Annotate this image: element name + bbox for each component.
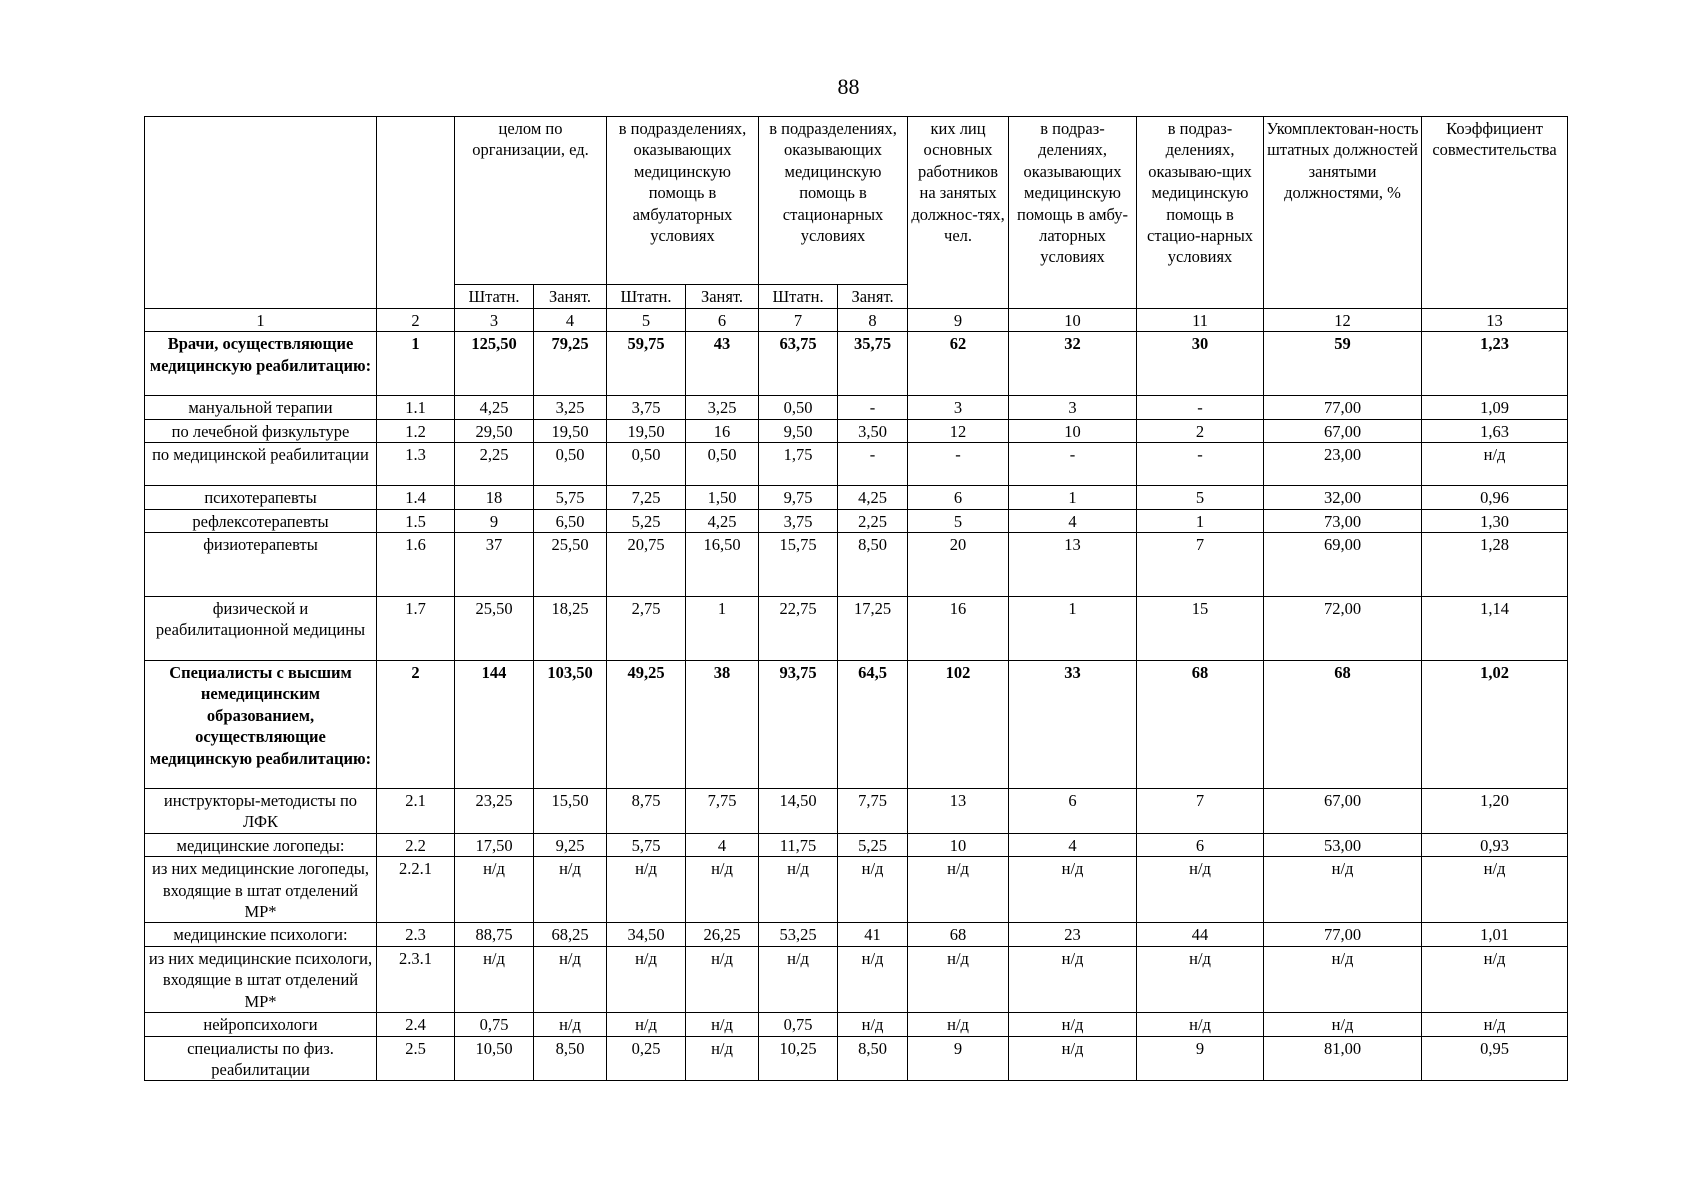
data-cell: 15 (1137, 597, 1264, 661)
row-code-cell: 1.4 (377, 486, 455, 509)
data-cell: 53,25 (759, 923, 838, 946)
data-cell: 44 (1137, 923, 1264, 946)
data-cell: - (838, 396, 908, 419)
data-cell: 5 (908, 509, 1009, 532)
data-cell: 10 (1009, 419, 1137, 442)
table-header-row (145, 117, 1568, 285)
data-cell: 19,50 (607, 419, 686, 442)
column-number: 2 (377, 309, 455, 332)
data-cell: 3,25 (534, 396, 607, 419)
data-cell: 9,25 (534, 833, 607, 856)
data-cell: 25,50 (534, 533, 607, 597)
data-cell: н/д (686, 1036, 759, 1081)
data-cell: 0,96 (1422, 486, 1568, 509)
data-cell: 53,00 (1264, 833, 1422, 856)
data-cell: 11,75 (759, 833, 838, 856)
data-cell: 0,50 (759, 396, 838, 419)
data-cell: 67,00 (1264, 419, 1422, 442)
data-cell: 0,75 (455, 1013, 534, 1036)
data-cell: 14,50 (759, 789, 838, 834)
data-cell: н/д (759, 946, 838, 1012)
data-cell: н/д (534, 857, 607, 923)
column-number: 1 (145, 309, 377, 332)
data-cell: 16 (686, 419, 759, 442)
data-cell: 23 (1009, 923, 1137, 946)
table-row (145, 1013, 1568, 1036)
column-number: 11 (1137, 309, 1264, 332)
data-cell: 7,25 (607, 486, 686, 509)
data-cell: н/д (1264, 1013, 1422, 1036)
row-label-cell: Врачи, осуществляющие медицинскую реабилитацию: (145, 332, 377, 396)
data-cell: 9,75 (759, 486, 838, 509)
data-cell: 7,75 (838, 789, 908, 834)
row-code-cell: 1.2 (377, 419, 455, 442)
data-cell: н/д (908, 857, 1009, 923)
header-cell-persons: ких лиц основных работников на занятых должнос-тях, чел. (908, 117, 1009, 309)
data-cell: 13 (908, 789, 1009, 834)
data-cell: 29,50 (455, 419, 534, 442)
data-cell: н/д (1264, 857, 1422, 923)
data-cell: 1,50 (686, 486, 759, 509)
table-row (145, 661, 1568, 789)
data-cell: 12 (908, 419, 1009, 442)
data-cell: 15,75 (759, 533, 838, 597)
table-row (145, 443, 1568, 486)
row-label-cell: нейропсихологи (145, 1013, 377, 1036)
data-cell: н/д (1137, 1013, 1264, 1036)
data-cell: 15,50 (534, 789, 607, 834)
data-cell: 32,00 (1264, 486, 1422, 509)
header-cell-persons-inpatient: в подраз-делениях, оказываю-щих медицинскую помощь в стацио-нарных условиях (1137, 117, 1264, 309)
data-cell: н/д (534, 1013, 607, 1036)
data-cell: 125,50 (455, 332, 534, 396)
staffing-table (144, 116, 1568, 1081)
data-cell: н/д (1137, 946, 1264, 1012)
data-cell: 10 (908, 833, 1009, 856)
row-label-cell: рефлексотерапевты (145, 509, 377, 532)
data-cell: 79,25 (534, 332, 607, 396)
data-cell: 9 (1137, 1036, 1264, 1081)
row-label-cell: из них медицинские логопеды, входящие в штат отделений МР* (145, 857, 377, 923)
data-cell: н/д (686, 1013, 759, 1036)
data-cell: 8,50 (534, 1036, 607, 1081)
data-cell: 1 (1009, 597, 1137, 661)
data-cell: 102 (908, 661, 1009, 789)
data-cell: 1,20 (1422, 789, 1568, 834)
data-cell: 3,25 (686, 396, 759, 419)
data-cell: 2,75 (607, 597, 686, 661)
table-row (145, 486, 1568, 509)
data-cell: 1,02 (1422, 661, 1568, 789)
row-code-cell: 1.6 (377, 533, 455, 597)
data-cell: н/д (838, 946, 908, 1012)
data-cell: н/д (908, 946, 1009, 1012)
data-cell: 7 (1137, 533, 1264, 597)
column-number: 8 (838, 309, 908, 332)
data-cell: 0,50 (607, 443, 686, 486)
row-label-cell: специалисты по физ. реабилитации (145, 1036, 377, 1081)
data-cell: 3 (1009, 396, 1137, 419)
data-cell: 26,25 (686, 923, 759, 946)
row-label-cell: по лечебной физкультуре (145, 419, 377, 442)
subheader-cell: Штатн. (607, 285, 686, 309)
data-cell: 1,30 (1422, 509, 1568, 532)
data-cell: - (1137, 443, 1264, 486)
data-cell: 20,75 (607, 533, 686, 597)
column-number: 13 (1422, 309, 1568, 332)
column-number-row (145, 309, 1568, 332)
data-cell: 2 (1137, 419, 1264, 442)
data-cell: 63,75 (759, 332, 838, 396)
data-cell: 1,14 (1422, 597, 1568, 661)
data-cell: 1,23 (1422, 332, 1568, 396)
data-cell: н/д (1009, 1013, 1137, 1036)
data-cell: н/д (686, 946, 759, 1012)
data-cell: н/д (686, 857, 759, 923)
data-cell: н/д (1137, 857, 1264, 923)
row-label-cell: из них медицинские психологи, входящие в штат отделений МР* (145, 946, 377, 1012)
data-cell: 88,75 (455, 923, 534, 946)
row-label-cell: медицинские логопеды: (145, 833, 377, 856)
data-cell: 81,00 (1264, 1036, 1422, 1081)
row-code-cell: 2 (377, 661, 455, 789)
data-cell: 33 (1009, 661, 1137, 789)
column-number: 7 (759, 309, 838, 332)
data-cell: 2,25 (455, 443, 534, 486)
data-cell: 5,75 (534, 486, 607, 509)
page-number: 88 (837, 74, 860, 99)
data-cell: 25,50 (455, 597, 534, 661)
data-cell: 49,25 (607, 661, 686, 789)
data-cell: 3,50 (838, 419, 908, 442)
data-cell: 2,25 (838, 509, 908, 532)
header-cell-staffing-rate: Укомплектован-ность штатных должностей занятыми должностями, % (1264, 117, 1422, 309)
data-cell: н/д (1009, 1036, 1137, 1081)
data-cell: 68 (1137, 661, 1264, 789)
data-cell: 34,50 (607, 923, 686, 946)
data-cell: 0,75 (759, 1013, 838, 1036)
data-cell: 93,75 (759, 661, 838, 789)
data-cell: 1,09 (1422, 396, 1568, 419)
data-cell: 144 (455, 661, 534, 789)
data-cell: 38 (686, 661, 759, 789)
data-cell: 68 (908, 923, 1009, 946)
data-cell: 59 (1264, 332, 1422, 396)
table-row (145, 332, 1568, 396)
data-cell: 72,00 (1264, 597, 1422, 661)
data-cell: 68,25 (534, 923, 607, 946)
row-label-cell: медицинские психологи: (145, 923, 377, 946)
data-cell: 18,25 (534, 597, 607, 661)
data-cell: 67,00 (1264, 789, 1422, 834)
header-cell-empty (145, 117, 377, 309)
row-code-cell: 2.3 (377, 923, 455, 946)
data-cell: 7 (1137, 789, 1264, 834)
row-code-cell: 2.4 (377, 1013, 455, 1036)
data-cell: 10,50 (455, 1036, 534, 1081)
data-cell: 77,00 (1264, 396, 1422, 419)
data-cell: 8,75 (607, 789, 686, 834)
row-label-cell: Специалисты с высшим немедицинским образованием, осуществляющие медицинскую реабилитацию: (145, 661, 377, 789)
table-row (145, 419, 1568, 442)
data-cell: 18 (455, 486, 534, 509)
data-cell: н/д (1009, 946, 1137, 1012)
row-code-cell: 1.7 (377, 597, 455, 661)
table-row (145, 509, 1568, 532)
data-cell: 0,25 (607, 1036, 686, 1081)
table-row (145, 857, 1568, 923)
data-cell: 4 (1009, 833, 1137, 856)
row-code-cell: 2.2 (377, 833, 455, 856)
column-number: 12 (1264, 309, 1422, 332)
row-code-cell: 1 (377, 332, 455, 396)
row-label-cell: инструкторы-методисты по ЛФК (145, 789, 377, 834)
data-cell: 35,75 (838, 332, 908, 396)
row-code-cell: 2.1 (377, 789, 455, 834)
column-number: 3 (455, 309, 534, 332)
subheader-cell: Занят. (838, 285, 908, 309)
row-code-cell: 2.3.1 (377, 946, 455, 1012)
data-cell: 6 (1137, 833, 1264, 856)
data-cell: н/д (1422, 946, 1568, 1012)
row-code-cell: 1.5 (377, 509, 455, 532)
data-cell: 1,75 (759, 443, 838, 486)
header-cell-coefficient: Коэффициент совместительства (1422, 117, 1568, 309)
data-cell: н/д (838, 857, 908, 923)
data-cell: 7,75 (686, 789, 759, 834)
row-code-cell: 2.5 (377, 1036, 455, 1081)
data-cell: 10,25 (759, 1036, 838, 1081)
data-cell: 8,50 (838, 1036, 908, 1081)
data-cell: 23,00 (1264, 443, 1422, 486)
data-cell: 1,28 (1422, 533, 1568, 597)
row-label-cell: физической и реабилитационной медицины (145, 597, 377, 661)
data-cell: н/д (1422, 857, 1568, 923)
data-cell: 5 (1137, 486, 1264, 509)
data-cell: 4 (1009, 509, 1137, 532)
table-row (145, 923, 1568, 946)
data-cell: 1,01 (1422, 923, 1568, 946)
data-cell: 1,63 (1422, 419, 1568, 442)
data-cell: н/д (607, 857, 686, 923)
table-row (145, 533, 1568, 597)
data-cell: - (1009, 443, 1137, 486)
data-cell: 1 (686, 597, 759, 661)
data-cell: 16 (908, 597, 1009, 661)
data-cell: - (1137, 396, 1264, 419)
data-cell: 19,50 (534, 419, 607, 442)
data-cell: 13 (1009, 533, 1137, 597)
data-cell: 32 (1009, 332, 1137, 396)
data-cell: н/д (607, 1013, 686, 1036)
table-row (145, 946, 1568, 1012)
data-cell: 0,50 (686, 443, 759, 486)
data-cell: 9 (455, 509, 534, 532)
data-cell: 37 (455, 533, 534, 597)
data-cell: 30 (1137, 332, 1264, 396)
data-cell: - (908, 443, 1009, 486)
row-label-cell: физиотерапевты (145, 533, 377, 597)
subheader-cell: Занят. (686, 285, 759, 309)
subheader-cell: Штатн. (455, 285, 534, 309)
data-cell: н/д (759, 857, 838, 923)
data-cell: н/д (1422, 1013, 1568, 1036)
data-cell: 3 (908, 396, 1009, 419)
header-cell-total: целом по организации, ед. (455, 117, 607, 285)
data-cell: н/д (455, 946, 534, 1012)
data-cell: 69,00 (1264, 533, 1422, 597)
data-cell: 8,50 (838, 533, 908, 597)
data-cell: 68 (1264, 661, 1422, 789)
data-cell: - (838, 443, 908, 486)
data-cell: 3,75 (759, 509, 838, 532)
data-cell: 17,50 (455, 833, 534, 856)
data-cell: 4,25 (455, 396, 534, 419)
data-cell: 23,25 (455, 789, 534, 834)
data-cell: 0,50 (534, 443, 607, 486)
data-cell: 4,25 (686, 509, 759, 532)
column-number: 4 (534, 309, 607, 332)
data-cell: 5,75 (607, 833, 686, 856)
column-number: 10 (1009, 309, 1137, 332)
data-cell: н/д (534, 946, 607, 1012)
row-label-cell: по медицинской реабилитации (145, 443, 377, 486)
data-cell: 9 (908, 1036, 1009, 1081)
data-cell: 16,50 (686, 533, 759, 597)
header-cell-persons-outpatient: в подраз-делениях, оказывающих медицинскую помощь в амбу-латорных условиях (1009, 117, 1137, 309)
data-cell: 6 (1009, 789, 1137, 834)
data-cell: 1 (1137, 509, 1264, 532)
data-cell: 6 (908, 486, 1009, 509)
data-cell: 5,25 (838, 833, 908, 856)
column-number: 5 (607, 309, 686, 332)
data-cell: 3,75 (607, 396, 686, 419)
data-cell: 77,00 (1264, 923, 1422, 946)
header-cell-inpatient: в подразделениях, оказывающих медицинскую помощь в стационарных условиях (759, 117, 908, 285)
data-cell: 59,75 (607, 332, 686, 396)
data-cell: 64,5 (838, 661, 908, 789)
data-cell: 43 (686, 332, 759, 396)
row-label-cell: психотерапевты (145, 486, 377, 509)
row-code-cell: 2.2.1 (377, 857, 455, 923)
data-cell: 0,93 (1422, 833, 1568, 856)
data-cell: н/д (1422, 443, 1568, 486)
data-cell: 22,75 (759, 597, 838, 661)
data-cell: н/д (455, 857, 534, 923)
data-cell: 9,50 (759, 419, 838, 442)
data-cell: 73,00 (1264, 509, 1422, 532)
row-code-cell: 1.3 (377, 443, 455, 486)
subheader-cell: Штатн. (759, 285, 838, 309)
row-code-cell: 1.1 (377, 396, 455, 419)
data-cell: 4 (686, 833, 759, 856)
data-cell: н/д (908, 1013, 1009, 1036)
data-cell: 5,25 (607, 509, 686, 532)
data-cell: н/д (1264, 946, 1422, 1012)
data-cell: 41 (838, 923, 908, 946)
data-cell: 62 (908, 332, 1009, 396)
data-cell: н/д (1009, 857, 1137, 923)
table-row (145, 396, 1568, 419)
data-cell: 4,25 (838, 486, 908, 509)
subheader-cell: Занят. (534, 285, 607, 309)
column-number: 6 (686, 309, 759, 332)
table-row (145, 1036, 1568, 1081)
data-cell: 0,95 (1422, 1036, 1568, 1081)
table-row (145, 833, 1568, 856)
row-label-cell: мануальной терапии (145, 396, 377, 419)
header-cell-outpatient: в подразделениях, оказывающих медицинскую помощь в амбулаторных условиях (607, 117, 759, 285)
table-row (145, 597, 1568, 661)
data-cell: 6,50 (534, 509, 607, 532)
data-cell: 1 (1009, 486, 1137, 509)
column-number: 9 (908, 309, 1009, 332)
data-cell: 17,25 (838, 597, 908, 661)
table-row (145, 789, 1568, 834)
data-cell: н/д (838, 1013, 908, 1036)
data-cell: 103,50 (534, 661, 607, 789)
data-cell: 20 (908, 533, 1009, 597)
data-cell: н/д (607, 946, 686, 1012)
header-cell-empty (377, 117, 455, 309)
